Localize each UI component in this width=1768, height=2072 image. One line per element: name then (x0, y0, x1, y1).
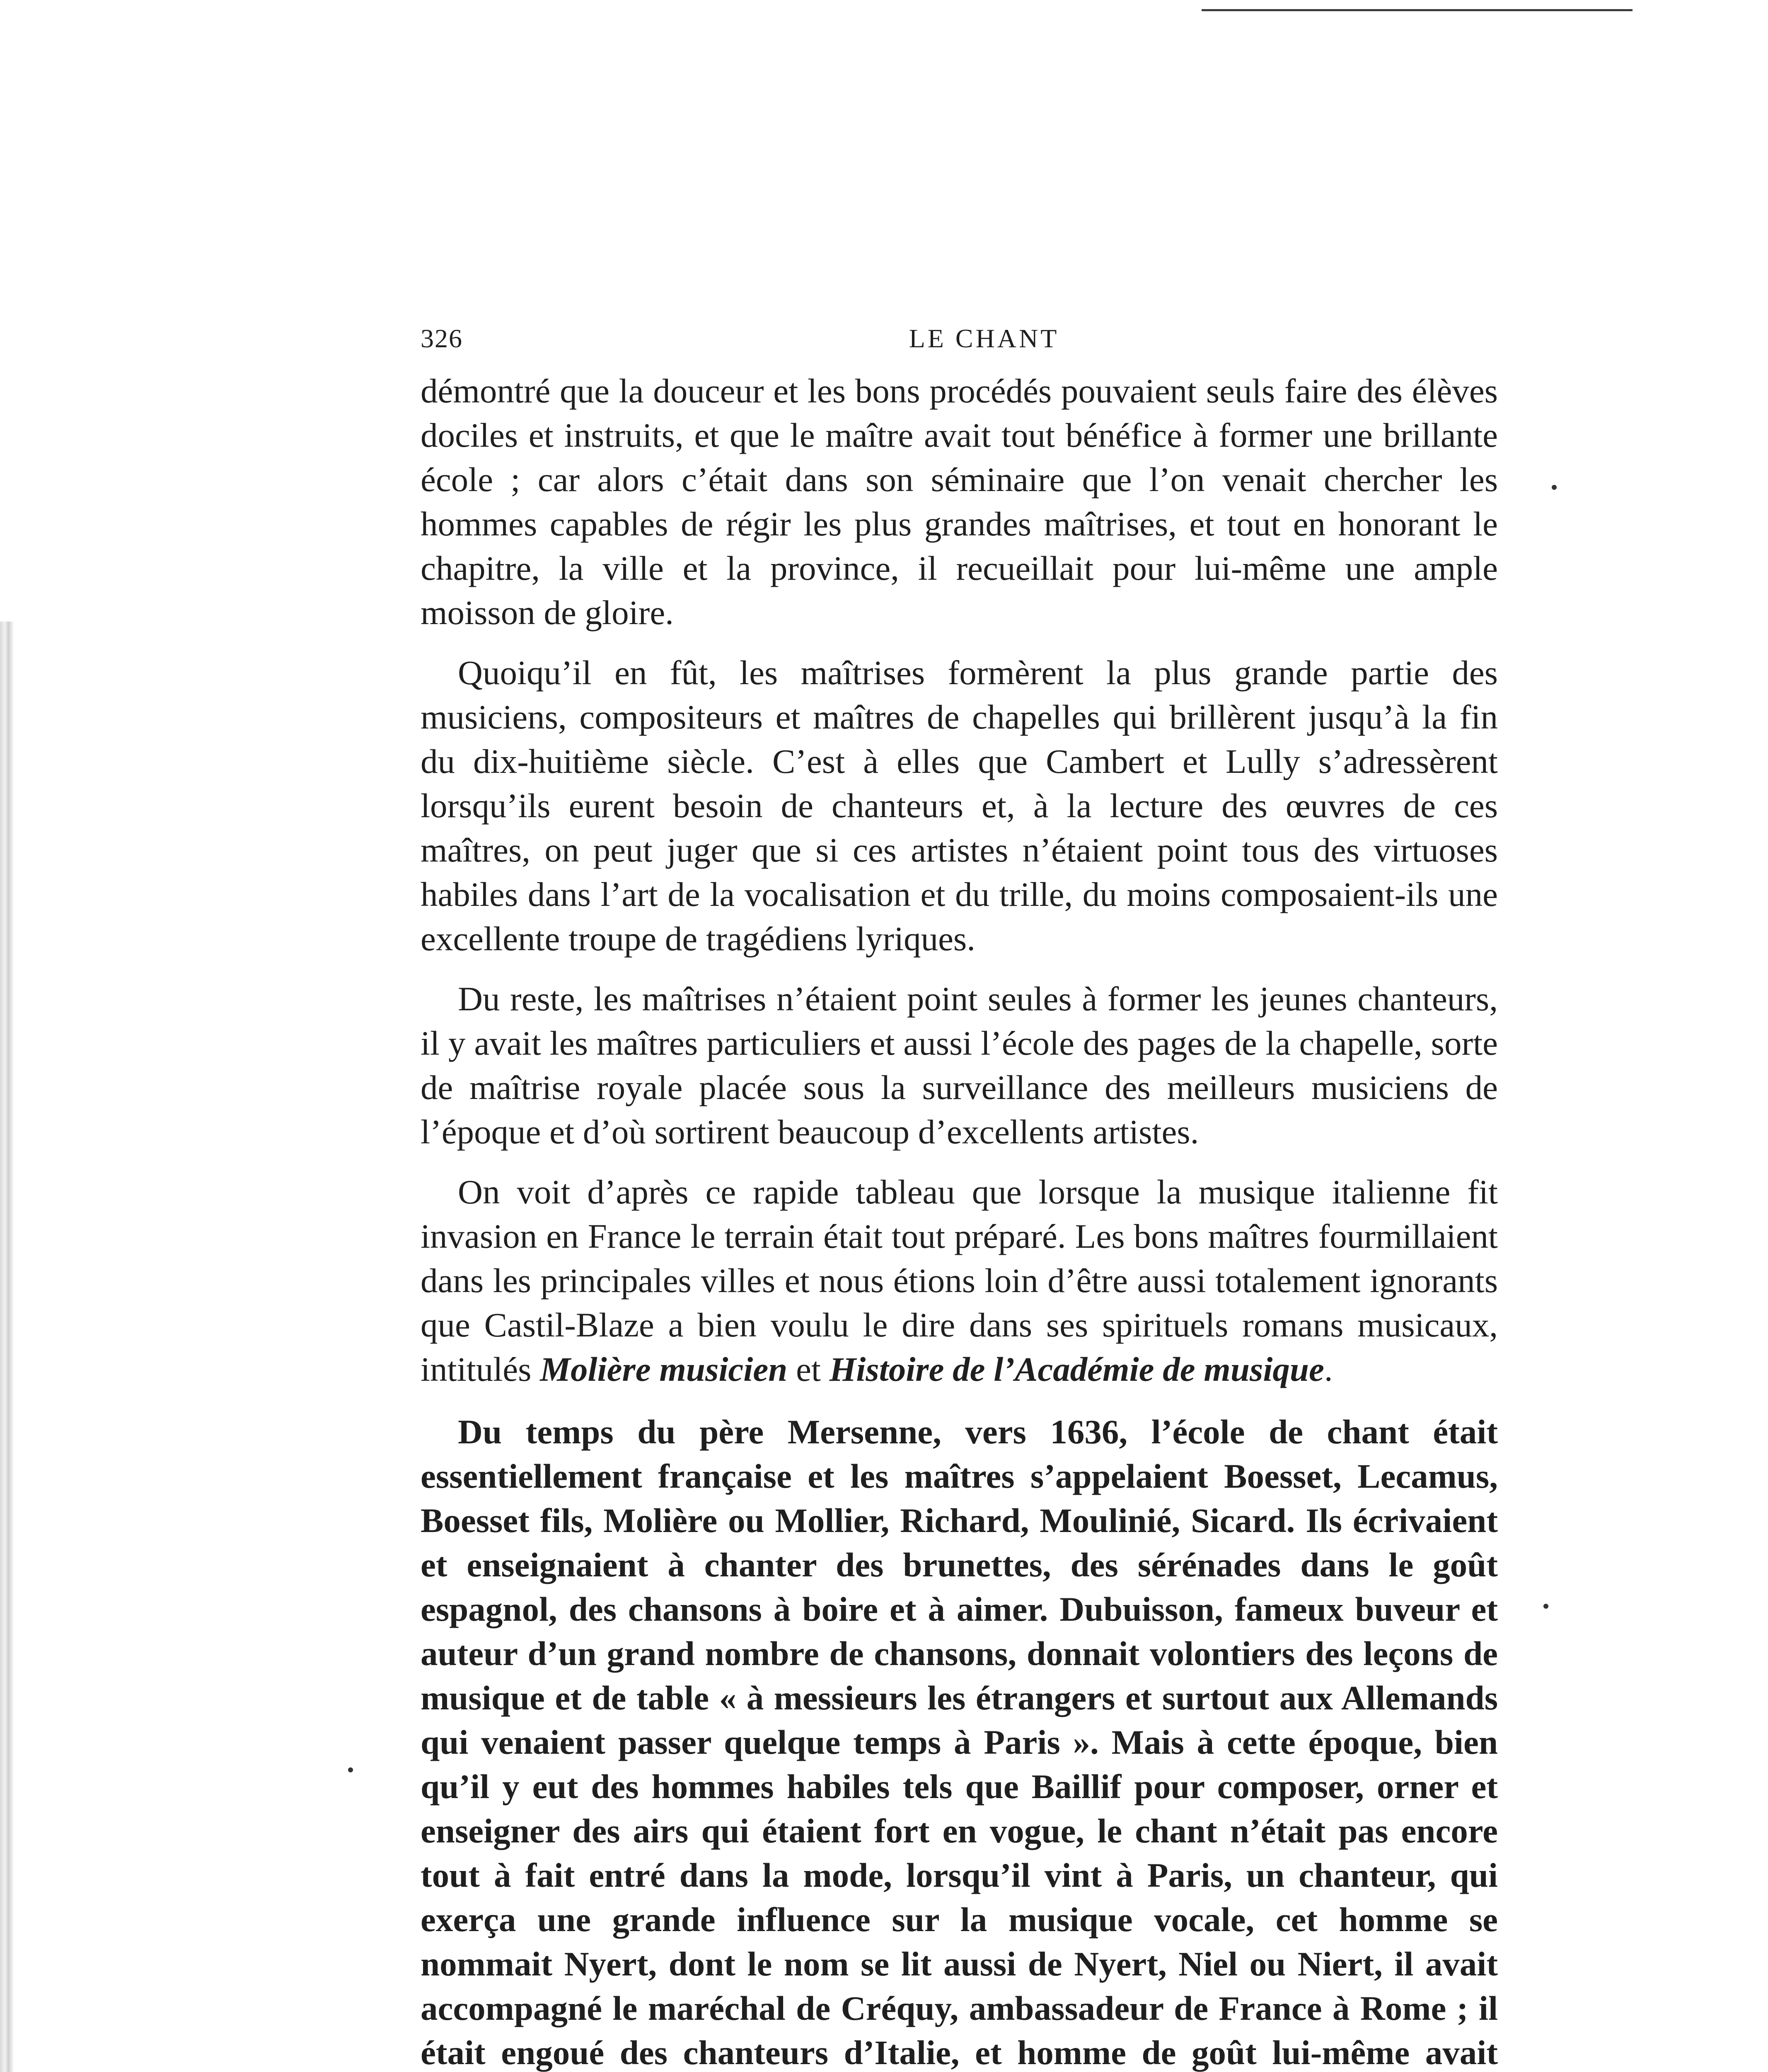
paragraph-text: . (1324, 1350, 1333, 1388)
paragraph: Du temps du père Mersenne, vers 1636, l’école de chant était essentiellement française et les maîtres s’appelaient Boesset, Lecamus, Boesset fils, Molière ou Mollier, Richard, Moulinié, Sicard. Ils écrivaient et enseignaient à chanter des brunettes, des sérénades dans le goût espagnol, des chansons à boire et à aimer. Dubuisson, fameux buveur et auteur d’un grand nombre de chansons, donnait volontiers des leçons de musique et de table « à messieurs les étrangers et surtout aux Allemands qui venaient passer quelque temps à Paris ». Mais à cette époque, bien qu’il y eut des hommes habiles tels que Baillif pour composer, orner et enseigner des airs qui étaient fort en vogue, le chant n’était pas encore tout à fait entré dans la mode, lorsqu’il vint à Paris, un chanteur, qui exerça une grande influence sur la musique vocale, cet homme se nommait Nyert, dont le nom se lit aussi de Nyert, Niel ou Niert, il avait accompagné le maréchal de Créquy, ambassadeur de France à Rome ; il était engoué des chanteurs d’Italie, et homme de goût lui-même avait (421, 1413, 1498, 2072)
running-head (421, 323, 1498, 369)
margin-speck (1543, 1604, 1548, 1609)
page-header: LE CHANT (909, 324, 1059, 353)
paragraph-text: et (787, 1350, 830, 1388)
paragraph (421, 1170, 1498, 1392)
page-number: 326 (421, 324, 463, 353)
paragraph: démontré que la douceur et les bons procédés pouvaient seuls faire des élèves dociles et instruits, et que le maître avait tout bénéfice à former une brillante école ; car alors c’était dans son séminaire que l’on venait chercher les hommes capables de régir les plus grandes maîtrises, et tout en honorant le chapitre, la ville et la province, il recueillait pour lui-même une ample moisson de gloire. (421, 372, 1498, 632)
paragraph-text: On voit d’après ce rapide tableau que lorsque la musique italienne fit invasion en France le terrain était tout préparé. Les bons maîtres fourmillaient dans les principales villes et nous étions loin d’être aussi totalement ignorants que Castil-Blaze a bien voulu le dire dans ses spirituels romans musicaux, intitulés (421, 1173, 1498, 1388)
book-title: Molière musicien (540, 1350, 788, 1388)
top-edge-rule (1202, 9, 1633, 11)
left-page-edge-shadow (0, 622, 14, 2072)
page-text-block (421, 323, 1498, 2072)
margin-speck (1552, 485, 1557, 490)
paragraph: Quoiqu’il en fût, les maîtrises formèrent la plus grande partie des musiciens, compositeurs et maîtres de chapelles qui brillèrent jusqu’à la fin du dix-huitième siècle. C’est à elles que Cambert et Lully s’adressèrent lorsqu’ils eurent besoin de chanteurs et, à la lecture des œuvres de ces maîtres, on peut juger que si ces artistes n’étaient point tous des virtuoses habiles dans l’art de la vocalisation et du trille, du moins composaient-ils une excellente troupe de tragédiens lyriques. (421, 654, 1498, 958)
margin-speck (348, 1767, 353, 1772)
paragraph: Du reste, les maîtrises n’étaient point seules à former les jeunes chanteurs, il y avait les maîtres particuliers et aussi l’école des pages de la chapelle, sorte de maîtrise royale placée sous la surveillance des meilleurs musiciens de l’époque et d’où sortirent beaucoup d’excellents artistes. (421, 980, 1498, 1151)
book-title: Histoire de l’Académie de musique (829, 1350, 1324, 1388)
